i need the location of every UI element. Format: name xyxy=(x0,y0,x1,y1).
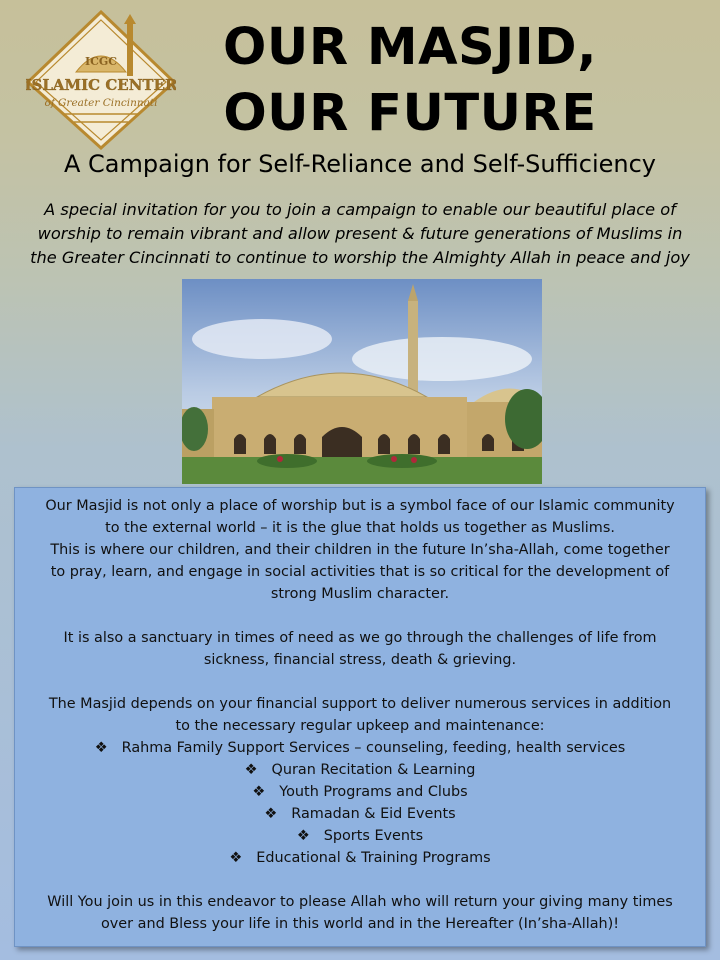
list-item xyxy=(27,781,693,803)
panel-text: to the external world – it is the glue that holds us together as Muslims. xyxy=(105,520,615,536)
services-list xyxy=(27,737,693,869)
diamond-bullet-icon: ❖ xyxy=(94,740,108,756)
service-label: Youth Programs and Clubs xyxy=(279,784,468,800)
panel-text: to the necessary regular upkeep and maintenance: xyxy=(175,718,545,734)
invitation-line: worship to remain vibrant and allow present & future generations of Muslims in xyxy=(37,224,683,243)
list-item xyxy=(27,803,693,825)
info-panel xyxy=(14,487,706,947)
mosque-photo xyxy=(182,279,542,484)
panel-text: Will You join us in this endeavor to please Allah who will return your giving many times xyxy=(47,894,673,910)
panel-text: The Masjid depends on your financial support to deliver numerous services in addition xyxy=(48,696,672,712)
campaign-subtitle: A Campaign for Self-Reliance and Self-Sufficiency xyxy=(63,150,656,178)
list-item xyxy=(27,759,693,781)
panel-text: It is also a sanctuary in times of need as we go through the challenges of life from xyxy=(63,630,657,646)
diamond-bullet-icon: ❖ xyxy=(244,762,258,778)
list-item xyxy=(27,737,693,759)
title-line1: OUR MASJID, xyxy=(223,18,597,77)
panel-text: strong Muslim character. xyxy=(270,586,450,602)
service-label: Educational & Training Programs xyxy=(256,850,491,866)
invitation-line: the Greater Cincinnati to continue to worship the Almighty Allah in peace and joy xyxy=(30,248,690,267)
logo-name-line1: ISLAMIC CENTER xyxy=(26,76,176,94)
panel-text: Our Masjid is not only a place of worship but is a symbol face of our Islamic community xyxy=(45,498,675,514)
diamond-bullet-icon: ❖ xyxy=(252,784,266,800)
list-item xyxy=(27,847,693,869)
diamond-bullet-icon: ❖ xyxy=(264,806,278,822)
diamond-bullet-icon: ❖ xyxy=(296,828,310,844)
diamond-bullet-icon: ❖ xyxy=(229,850,243,866)
panel-text: sickness, financial stress, death & grieving. xyxy=(203,652,517,668)
panel-text: to pray, learn, and engage in social activities that is so critical for the development of xyxy=(50,564,670,580)
title-line2: OUR FUTURE xyxy=(223,84,597,143)
invitation-text xyxy=(8,198,712,270)
logo-initials: ICGC xyxy=(84,55,118,68)
service-label: Sports Events xyxy=(323,828,424,844)
panel-text: over and Bless your life in this world and in the Hereafter (In’sha-Allah)! xyxy=(100,916,620,932)
list-item xyxy=(27,825,693,847)
service-label: Quran Recitation & Learning xyxy=(271,762,476,778)
service-label: Ramadan & Eid Events xyxy=(291,806,456,822)
panel-text: This is where our children, and their children in the future In’sha-Allah, come together xyxy=(50,542,670,558)
invitation-line: A special invitation for you to join a campaign to enable our beautiful place of xyxy=(44,200,676,219)
service-label: Rahma Family Support Services – counseling, feeding, health services xyxy=(121,740,626,756)
logo-name-line2: of Greater Cincinnati xyxy=(44,97,158,109)
islamic-center-logo xyxy=(26,10,176,150)
